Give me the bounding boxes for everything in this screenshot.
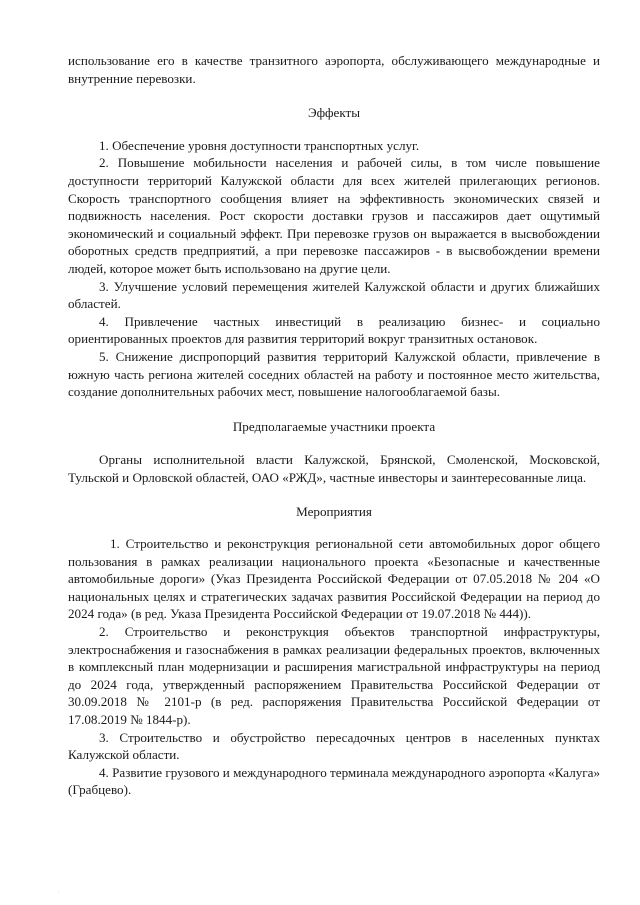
- margin-mark: .: [58, 888, 60, 894]
- activities-item: 4. Развитие грузового и международного терминала международного аэропорта «Калуга» (Грабцево).: [68, 764, 601, 798]
- effects-item: 4. Привлечение частных инвестиций в реализацию бизнес- и социально ориентированных проектов для развития территорий вокруг транзитных остановок.: [68, 313, 600, 347]
- intro-paragraph: использование его в качестве транзитного аэропорта, обслуживающего международные и внутренние перевозки.: [68, 53, 600, 86]
- activities-heading: Мероприятия: [296, 504, 372, 520]
- effects-item: 3. Улучшение условий перемещения жителей Калужской области и других ближайших областей.: [68, 278, 600, 312]
- effects-item: 1. Обеспечение уровня доступности транспортных услуг.: [99, 137, 420, 153]
- effects-item: 2. Повышение мобильности населения и рабочей силы, в том числе повышение доступности территорий Калужской области для всех жителей прилегающих регионов. Скорость транспортного сообщения влияет на эффективность экономических связей и подвижность населения. Рост скорости доставки грузов и пассажиров дает ощутимый экономический и социальный эффект. При перевозке грузов он выражается в высвобождении оборотных средств предприятий, а при перевозке пассажиров - в высвобождении времени людей, которое может быть использовано на другие цели.: [68, 155, 600, 276]
- document-page: [68, 52, 600, 799]
- participants-paragraph: Органы исполнительной власти Калужской, Брянской, Смоленской, Московской, Тульской и Орловской областей, ОАО «РЖД», частные инвесторы и заинтересованные лица.: [68, 452, 600, 485]
- effects-heading: Эффекты: [307, 105, 361, 121]
- activities-item: 2. Строительство и реконструкция объектов транспортной инфраструктуры, электроснабжения и газоснабжения в рамках реализации федеральных проектов, включенных в комплексный план модернизации и расширения магистральной инфраструктуры на период до 2024 года, утвержденный распоряжением Правительства Российской Федерации от 30.09.2018 № 2101-р (в ред. распоряжения Правительства Российской Федерации от 17.08.2019 № 1844-р).: [68, 624, 600, 727]
- effects-item: 5. Снижение диспропорций развития территорий Калужской области, привлечение в южную часть региона жителей соседних областей на работу и постоянное место жительства, создание дополнительных рабочих мест, повышение налогооблагаемой базы.: [68, 348, 600, 400]
- activities-item: 3. Строительство и обустройство пересадочных центров в населенных пунктах Калужской области.: [68, 729, 600, 763]
- participants-heading: Предполагаемые участники проекта: [232, 418, 436, 434]
- activities-item: 1. Строительство и реконструкция региональной сети автомобильных дорог общего пользования в рамках реализации национального проекта «Безопасные и качественные автомобильные дороги» (Указ Президента Российской Федерации от 07.05.2018 № 204 «О национальных целях и стратегических задачах развития Российской Федерации на период до 2024 года» (в ред. Указа Президента Российской Федерации от 19.07.2018 № 444)).: [68, 536, 600, 622]
